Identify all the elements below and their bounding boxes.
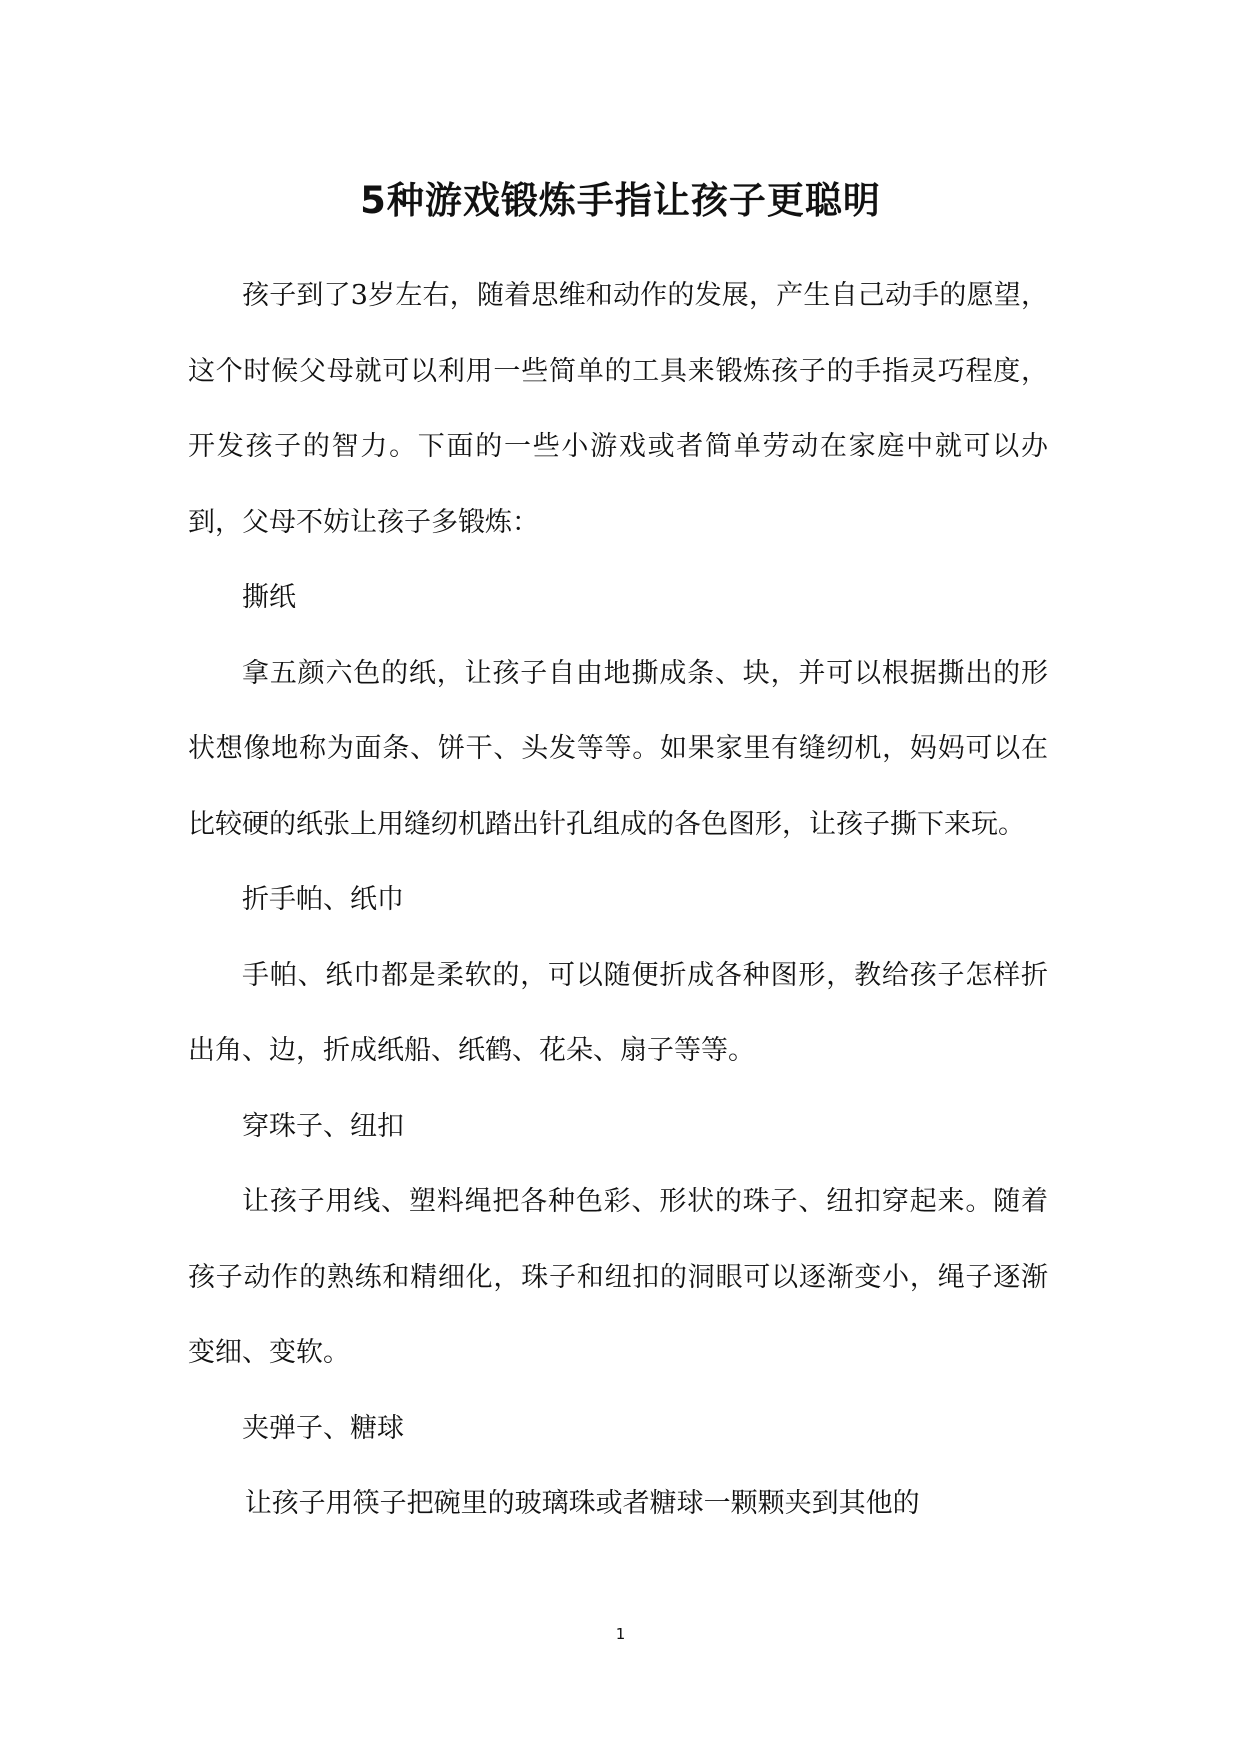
document-body bbox=[188, 258, 1048, 1542]
section-heading-pick-marbles: 夹弹子、糖球 bbox=[242, 1412, 404, 1444]
pick-marbles-paragraph: 让孩子用筷子把碗里的玻璃珠或者糖球一颗颗夹到其他的 bbox=[244, 1488, 920, 1519]
section-heading-tear-paper: 撕纸 bbox=[242, 582, 296, 613]
string-beads-paragraph: 让孩子用线、塑料绳把各种色彩、形状的珠子、纽扣穿起来。随着孩子动作的熟练和精细化，珠子和纽扣的洞眼可以逐渐变小，绳子逐渐变细、变软。 bbox=[188, 1186, 1048, 1368]
intro-paragraph: 孩子到了3岁左右，随着思维和动作的发展，产生自己动手的愿望，这个时候父母就可以利用一些简单的工具来锻炼孩子的手指灵巧程度，开发孩子的智力。下面的一些小游戏或者简单劳动在家庭中就可以办到，父母不妨让孩子多锻炼： bbox=[188, 280, 1048, 538]
document-title: 5种游戏锻炼手指让孩子更聪明 bbox=[360, 178, 881, 222]
section-heading-string-beads: 穿珠子、纽扣 bbox=[242, 1110, 404, 1142]
tear-paper-paragraph: 拿五颜六色的纸，让孩子自由地撕成条、块，并可以根据撕出的形状想像地称为面条、饼干、头发等等。如果家里有缝纫机，妈妈可以在比较硬的纸张上用缝纫机踏出针孔组成的各色图形，让孩子撕下来玩。 bbox=[188, 657, 1048, 840]
section-heading-fold-handkerchief: 折手帕、纸巾 bbox=[242, 884, 404, 915]
page-number: 1 bbox=[615, 1625, 626, 1643]
fold-handkerchief-paragraph: 手帕、纸巾都是柔软的，可以随便折成各种图形，教给孩子怎样折出角、边，折成纸船、纸鹤、花朵、扇子等等。 bbox=[188, 959, 1048, 1066]
